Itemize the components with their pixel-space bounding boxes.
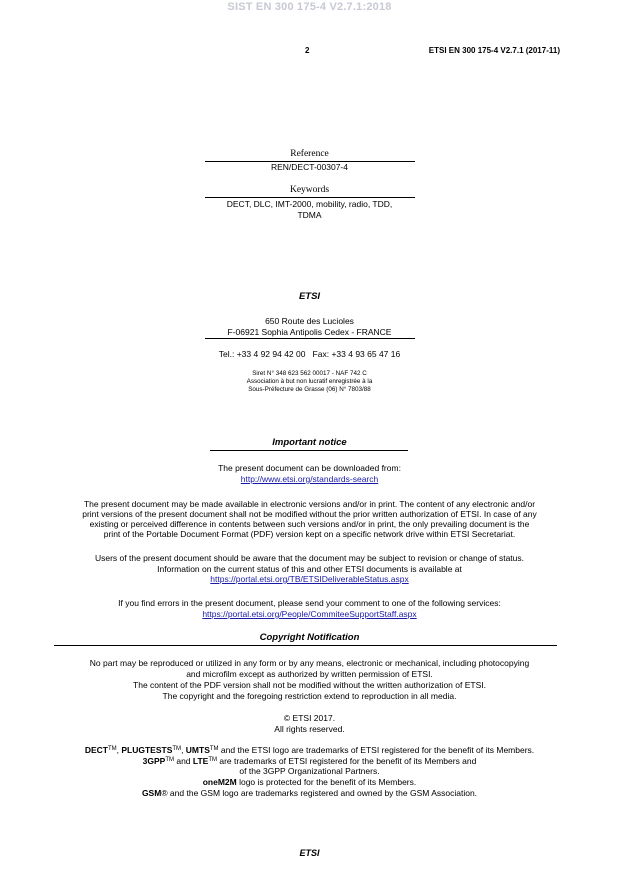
trademark-line-2b: of the 3GPP Organizational Partners. bbox=[239, 766, 380, 776]
siret: Siret N° 348 623 562 00017 - NAF 742 C bbox=[252, 370, 367, 377]
copyright-rule bbox=[54, 645, 557, 646]
dect-mark: DECT bbox=[84, 745, 108, 755]
copyright-line-2: and microfilm except as authorized by written permission of ETSI. bbox=[186, 669, 433, 679]
trademark-line-1: DECT™, PLUGTESTS™, UMTS™ and the ETSI logo are trademarks of ETSI registered for the benefit of its Members. bbox=[84, 745, 535, 755]
trademark-text-3: logo is protected for the benefit of its Members. bbox=[236, 777, 417, 787]
notice-p2-line-2: Information on the current status of this and other ETSI documents is available at bbox=[157, 564, 462, 574]
page-number: 2 bbox=[305, 46, 310, 55]
watermark: SIST EN 300 175-4 V2.7.1:2018 bbox=[227, 1, 392, 13]
trademark-line-3 bbox=[0, 777, 619, 788]
prefecture-line: Sous-Préfecture de Grasse (06) N° 7803/88 bbox=[248, 386, 371, 393]
tm-mark: TM bbox=[209, 746, 219, 752]
copyright-line-1: No part may be reproduced or utilized in any form or by any means, electronic or mechanical, including photocopying bbox=[89, 658, 530, 668]
gsm-mark: GSM bbox=[141, 788, 162, 798]
keywords-line-2: TDMA bbox=[297, 210, 322, 220]
tel-fax: Tel.: +33 4 92 94 42 00 Fax: +33 4 93 65 47 16 bbox=[218, 349, 401, 359]
keywords-rule bbox=[205, 197, 415, 198]
trademark-text-1: and the ETSI logo are trademarks of ETSI registered for the benefit of its Members. bbox=[218, 745, 535, 755]
keywords-line-1: DECT, DLC, IMT-2000, mobility, radio, TDD, bbox=[226, 199, 393, 209]
address-line-1: 650 Route des Lucioles bbox=[265, 316, 354, 326]
plugtests-mark: PLUGTESTS bbox=[121, 745, 173, 755]
trademark-text-2: are trademarks of ETSI registered for the benefit of its Members and bbox=[217, 756, 477, 766]
reference-value: REN/DECT-00307-4 bbox=[270, 162, 348, 172]
copyright-line-4: The copyright and the foregoing restriction extend to reproduction in all media. bbox=[162, 691, 457, 701]
rights-reserved: All rights reserved. bbox=[274, 724, 345, 734]
association-line: Association à but non lucratif enregistrée à la bbox=[246, 378, 373, 385]
reference-label: Reference bbox=[290, 149, 329, 159]
notice-p3-line-1: If you find errors in the present document, please send your comment to one of the following services: bbox=[118, 598, 501, 608]
copyright-year: © ETSI 2017. bbox=[283, 713, 336, 723]
tm-mark: TM bbox=[107, 746, 117, 752]
etsi-title: ETSI bbox=[298, 291, 321, 302]
tm-mark: TM bbox=[172, 746, 182, 752]
document-id: ETSI EN 300 175-4 V2.7.1 (2017-11) bbox=[428, 46, 560, 55]
tm-mark: TM bbox=[165, 757, 174, 763]
important-notice-heading: Important notice bbox=[272, 437, 347, 448]
address-rule bbox=[205, 338, 415, 339]
keywords-label: Keywords bbox=[289, 185, 330, 195]
notice-p1-line-2: print versions of the present document shall not be modified without the prior written authorization of ETSI. In case of any bbox=[82, 509, 537, 519]
3gpp-mark: 3GPP bbox=[142, 756, 166, 766]
onem2m-mark: oneM2M bbox=[202, 777, 237, 787]
tm-mark: TM bbox=[208, 757, 217, 763]
address-line-2: F-06921 Sophia Antipolis Cedex - FRANCE bbox=[227, 327, 392, 337]
and-word: and bbox=[173, 756, 193, 766]
lte-mark: LTE bbox=[192, 756, 209, 766]
notice-rule bbox=[210, 450, 408, 451]
notice-p2-line-1: Users of the present document should be aware that the document may be subject to revision or change of status. bbox=[94, 553, 525, 563]
notice-p1-line-1: The present document may be made available in electronic versions and/or in print. The content of any electronic and/or bbox=[83, 499, 536, 509]
download-text: The present document can be downloaded from: bbox=[218, 463, 401, 473]
umts-mark: UMTS bbox=[185, 745, 210, 755]
trademark-line-4 bbox=[0, 788, 619, 799]
deliverable-status-link[interactable]: https://portal.etsi.org/TB/ETSIDeliverableStatus.aspx bbox=[210, 574, 409, 584]
notice-p1-line-3: existing or perceived difference in contents between such versions and/or in print, the only prevailing document is the bbox=[89, 519, 530, 529]
trademark-text-4: ® and the GSM logo are trademarks registered and owned by the GSM Association. bbox=[161, 788, 478, 798]
download-link[interactable]: http://www.etsi.org/standards-search bbox=[240, 474, 379, 484]
notice-p1-line-4: print of the Portable Document Format (PDF) version kept on a specific network drive within ETSI Secretariat. bbox=[103, 529, 516, 539]
footer-etsi: ETSI bbox=[299, 848, 320, 858]
committee-support-link[interactable]: https://portal.etsi.org/People/CommiteeSupportStaff.aspx bbox=[202, 609, 417, 619]
copyright-heading: Copyright Notification bbox=[259, 632, 360, 643]
copyright-line-3: The content of the PDF version shall not be modified without the written authorization of ETSI. bbox=[133, 680, 486, 690]
